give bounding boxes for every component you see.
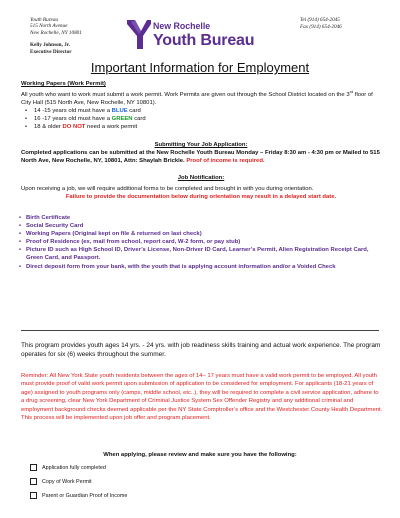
org-name: Youth Bureau — [30, 17, 59, 23]
list-item: • Direct deposit form from your bank, with the youth that is applying account information and/or a Voided Check — [21, 263, 373, 271]
logo-mark-icon — [127, 16, 151, 52]
list-item: • Picture ID such as High School ID, Driver’s License, Non-Driver ID Card, Learner’s Permit, Alien Registration Receipt Card, Green Card, and Passport. — [21, 246, 373, 262]
working-papers-intro: All youth who want to work must submit a work permit. Work Permits are given out through the School District located on the 3rd floor of City Hall (515 North Ave, New Rochelle, NY 10801). — [21, 89, 373, 107]
submitting-section — [21, 141, 381, 165]
list-item: • Proof of Residence (ex, mail from school, report card, W-2 form, or pay stub) — [21, 238, 373, 246]
list-item: • 18 & older DO NOT need a work permit — [21, 123, 381, 131]
org-address-block — [30, 17, 82, 55]
submitting-text: Completed applications can be submitted at the New Rochelle Youth Bureau Monday – Friday 8:30 am - 4:30 pm or Mailed to 515 North Ave, New Rochelle, NY, 10801, Attn: Shaylah Brickle. Proof of income is required. — [21, 150, 380, 165]
contact-block — [300, 17, 342, 30]
job-notification-text: Upon receiving a job, we will require additional forms to be completed and brought in with you during orientation. — [21, 186, 314, 193]
reminder-paragraph: Reminder: All New York State youth residents between the ages of 14– 17 years must have a valid work permit to be employed. All youth must provide proof of valid work permit upon submission of application to be considered for employment. For applicants (18-21 years of age) assigned to youth programs only (camps, middle school, etc..), they will be required to complete a civil service application, adhere to a drug screening, clear New York Department of Criminal Justice System Sex Offender Registry and any additional criminal and employment background checks deemed applicable per the NY State Comptroller’s office and the Westchester County Health Department. This process will be implemented upon job offer and program placement. — [21, 373, 383, 422]
job-notification-heading: Job Notification: — [177, 175, 225, 181]
checkbox[interactable] — [30, 492, 37, 499]
director-title: Executive Director — [30, 48, 72, 55]
fax-number: Fax (914) 654-2046 — [300, 23, 342, 30]
job-notification-section — [21, 174, 381, 201]
checkbox[interactable] — [30, 464, 37, 471]
proof-income-note: Proof of income is required. — [186, 158, 265, 165]
org-street: 515 North Avenue — [30, 23, 68, 30]
work-permit-list — [21, 107, 381, 131]
list-item: • Working Papers (Original kept on file & returned on last check) — [21, 230, 373, 238]
director-name: Kelly Johnson, Jr. — [30, 42, 70, 49]
list-item: • 16 -17 years old must have a GREEN card — [21, 115, 381, 123]
program-description: This program provides youth ages 14 yrs. - 24 yrs. with job readiness skills training and actual work experience. The program operates for six (6) weeks throughout the summer. — [21, 342, 381, 358]
required-documents-list — [21, 214, 373, 271]
checkbox[interactable] — [30, 478, 37, 485]
list-item: • 14 -15 years old must have a BLUE card — [21, 107, 381, 115]
working-papers-section — [21, 80, 381, 132]
submitting-heading: Submitting Your Job Application: — [154, 142, 248, 148]
youth-bureau-logo — [127, 16, 287, 56]
list-item: • Birth Certificate — [21, 214, 373, 222]
working-papers-heading: Working Papers (Work Permit) — [21, 81, 106, 87]
checklist-heading: When applying, please review and make sure you have the following: — [103, 452, 297, 458]
list-item: • Social Security Card — [21, 222, 373, 230]
org-city: New Rochelle, NY 10801 — [30, 29, 82, 36]
phone-number: Tel (914) 654-2045 — [300, 17, 340, 23]
logo-line-2: Youth Bureau — [153, 32, 255, 49]
logo-line-1: New Rochelle — [153, 21, 211, 31]
section-divider — [21, 330, 379, 331]
delay-warning: Failure to provide the documentation below during orientation may result in a delayed start date. — [65, 194, 337, 201]
page-title: Important Information for Employment — [90, 60, 310, 75]
